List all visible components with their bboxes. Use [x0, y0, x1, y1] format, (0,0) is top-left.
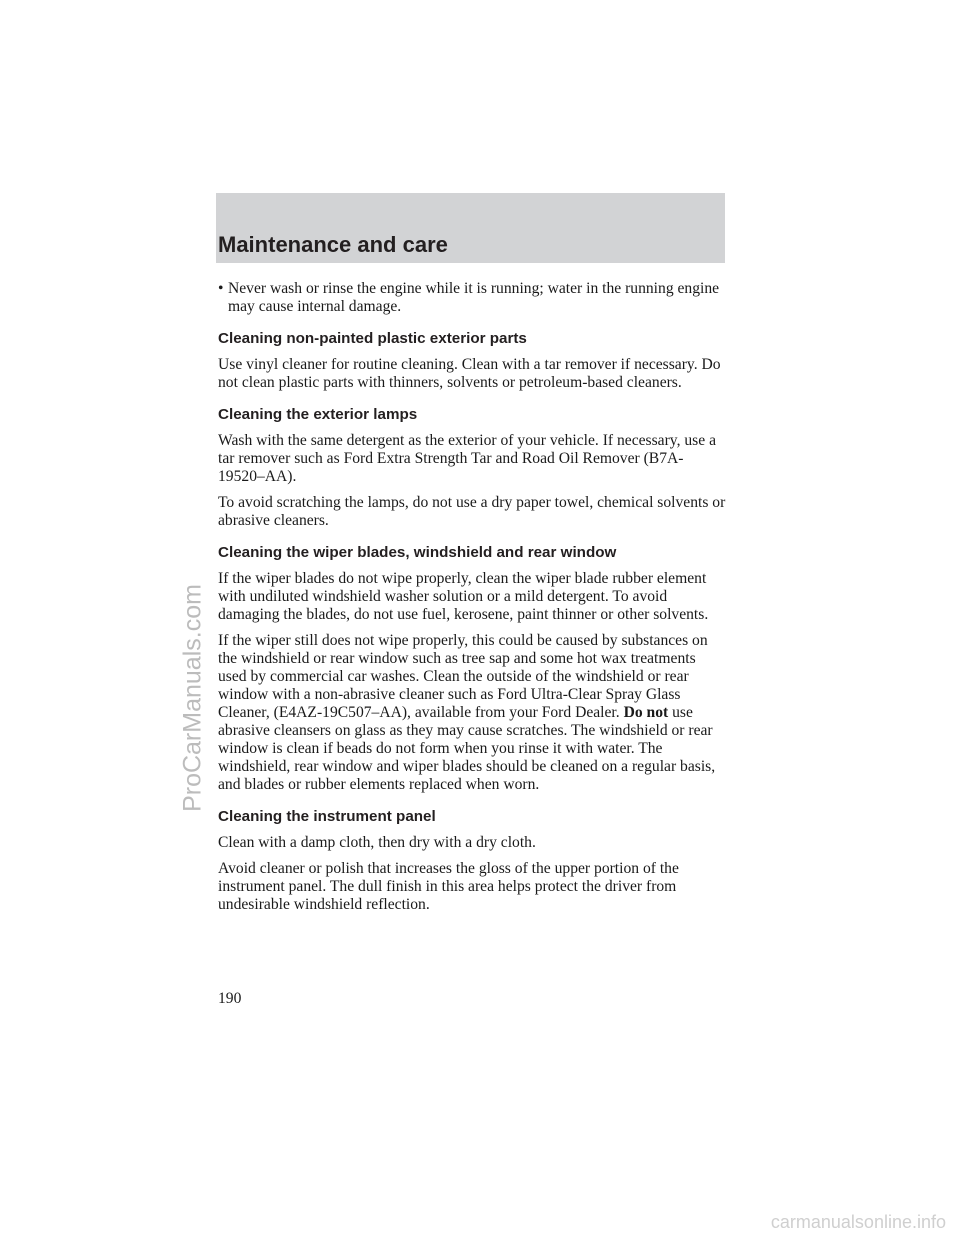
paragraph-lamps-2: To avoid scratching the lamps, do not use a dry paper towel, chemical solvents or abrasive cleaners.: [218, 494, 726, 529]
heading-exterior-lamps: Cleaning the exterior lamps: [218, 406, 418, 423]
page-content: [218, 280, 728, 922]
paragraph-lamps-1: Wash with the same detergent as the exterior of your vehicle. If necessary, use a tar remover such as Ford Extra Strength Tar and Road Oil Remover (B7A-19520–AA).: [218, 432, 716, 485]
heading-plastic-parts: Cleaning non-painted plastic exterior parts: [218, 330, 527, 347]
paragraph-instrument-1: Clean with a damp cloth, then dry with a dry cloth.: [218, 834, 536, 851]
paragraph-wiper-1: If the wiper blades do not wipe properly, clean the wiper blade rubber element with undiluted windshield washer solution or a mild detergent. To avoid damaging the blades, do not use fuel, kerosene, paint thinner or other solvents.: [218, 570, 709, 623]
bullet-item: [218, 280, 728, 316]
bullet-icon: •: [218, 280, 224, 297]
paragraph-wiper-2-end: use abrasive cleansers on glass as they may cause scratches. The windshield or rear window is clean if beads do not form when you rinse it with water. The windshield, rear window and wiper blades should be cleaned on a regular basis, and blades or rubber elements replaced when worn.: [218, 704, 716, 793]
paragraph-wiper-2: [218, 632, 728, 794]
side-watermark: ProCarManuals.com: [178, 584, 207, 812]
paragraph-plastic-parts: Use vinyl cleaner for routine cleaning. Clean with a tar remover if necessary. Do not clean plastic parts with thinners, solvents or petroleum-based cleaners.: [218, 356, 721, 391]
bullet-text: Never wash or rinse the engine while it is running; water in the running engine may cause internal damage.: [228, 280, 720, 315]
footer-watermark: carmanualsonline.info: [770, 1212, 946, 1232]
paragraph-instrument-2: Avoid cleaner or polish that increases the gloss of the upper portion of the instrument panel. The dull finish in this area helps protect the driver from undesirable windshield reflection.: [218, 860, 679, 913]
heading-wiper-blades: Cleaning the wiper blades, windshield and rear window: [218, 544, 617, 561]
do-not-emphasis: Do not: [623, 704, 669, 721]
paragraph-wiper-2-start: If the wiper still does not wipe properly, this could be caused by substances on the windshield or rear window such as tree sap and some hot wax treatments used by commercial car washes. Clean the outside of the windshield or rear window with a non-abrasive cleaner such as Ford Ultra-Clear Spray Glass Cleaner, (E4AZ-19C507–AA), available from your Ford Dealer.: [218, 632, 708, 721]
page-number: 190: [218, 990, 242, 1007]
heading-instrument-panel: Cleaning the instrument panel: [218, 808, 436, 825]
section-title: Maintenance and care: [218, 232, 448, 257]
